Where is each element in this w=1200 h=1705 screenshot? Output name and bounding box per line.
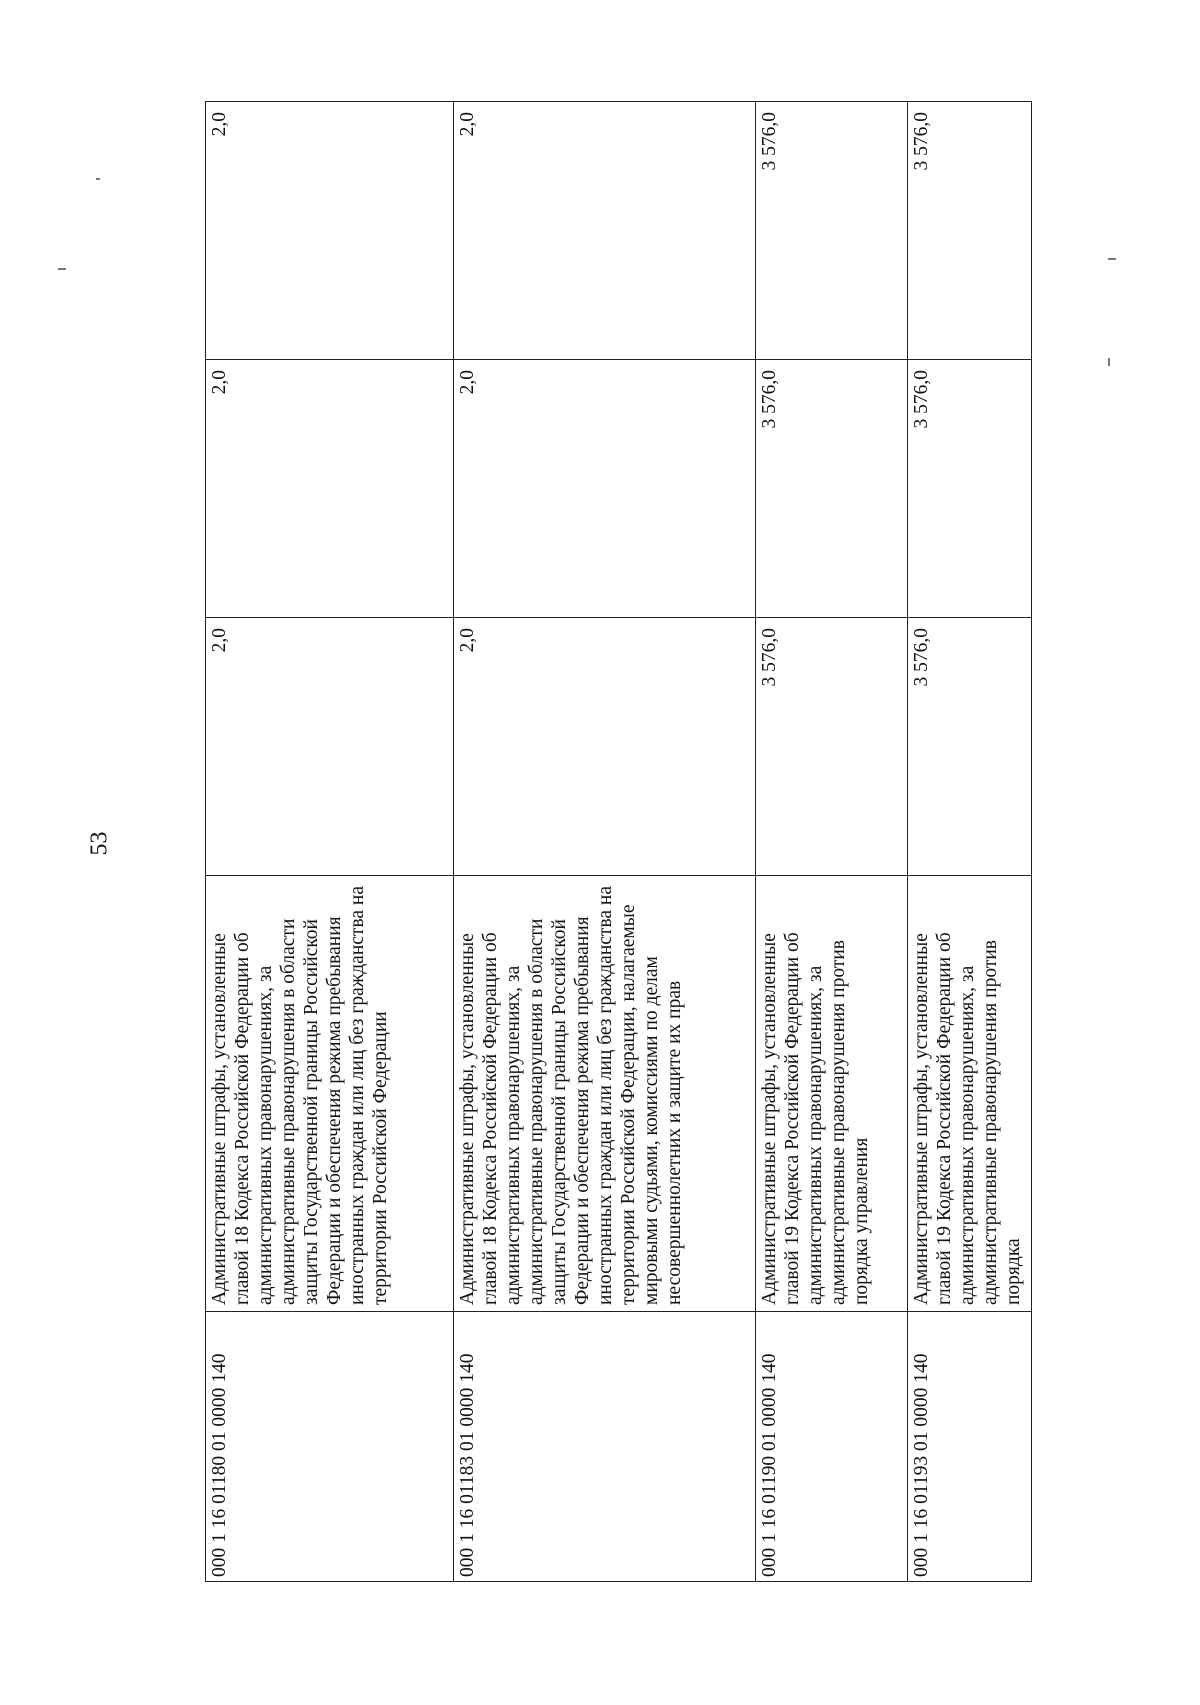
table-row	[756, 102, 908, 1582]
budget-code-cell: 000 1 16 01190 01 0000 140	[756, 1312, 908, 1582]
value-cell: 2,0	[206, 618, 454, 876]
revenue-name-cell	[756, 876, 908, 1312]
value-cell: 2,0	[454, 360, 756, 618]
table-row	[454, 102, 756, 1582]
revenue-name-text: Административные штрафы, установленные главой 19 Кодекса Российской Федерации об административных правонарушениях, за административные правонарушения против порядка управления	[759, 932, 872, 1305]
revenue-name-cell	[908, 876, 1032, 1312]
revenue-name-text: Административные штрафы, установленные главой 19 Кодекса Российской Федерации об административных правонарушениях, за административные правонарушения против порядка	[911, 932, 1024, 1305]
scan-speck	[1108, 258, 1116, 260]
revenue-table	[205, 101, 1032, 1582]
scan-speck	[58, 268, 66, 270]
revenue-name-text: Административные штрафы, установленные главой 18 Кодекса Российской Федерации об административных правонарушениях, за административные правонарушения в области защиты Государственной границы Российской Федерации и обеспечения режима пребывания иностранных граждан или лиц без гражданства на территории Российской Федерации, налагаемые мировыми судьями, комиссиями по делам несовершеннолетних и защите их прав	[457, 885, 685, 1305]
revenue-name-cell	[454, 876, 756, 1312]
value-cell: 2,0	[454, 618, 756, 876]
budget-code-cell: 000 1 16 01183 01 0000 140	[454, 1312, 756, 1582]
table-row	[908, 102, 1032, 1582]
value-cell: 3 576,0	[756, 102, 908, 360]
value-cell: 2,0	[206, 360, 454, 618]
budget-code-cell: 000 1 16 01180 01 0000 140	[206, 1312, 454, 1582]
page-number: 53	[86, 831, 113, 856]
scan-speck	[1108, 358, 1110, 366]
table-rotated-container	[205, 102, 1032, 1582]
value-cell: 3 576,0	[908, 360, 1032, 618]
revenue-name-cell	[206, 876, 454, 1312]
budget-code-cell: 000 1 16 01193 01 0000 140	[908, 1312, 1032, 1582]
revenue-name-text: Административные штрафы, установленные главой 18 Кодекса Российской Федерации об административных правонарушениях, за административные правонарушения в области защиты Государственной границы Российской Федерации и обеспечения режима пребывания иностранных граждан или лиц без гражданства на территории Российской Федерации	[209, 885, 391, 1305]
value-cell: 3 576,0	[908, 102, 1032, 360]
value-cell: 3 576,0	[908, 618, 1032, 876]
value-cell: 3 576,0	[756, 360, 908, 618]
value-cell: 3 576,0	[756, 618, 908, 876]
table-row	[206, 102, 454, 1582]
value-cell: 2,0	[454, 102, 756, 360]
value-cell: 2,0	[206, 102, 454, 360]
scan-speck	[96, 178, 100, 180]
